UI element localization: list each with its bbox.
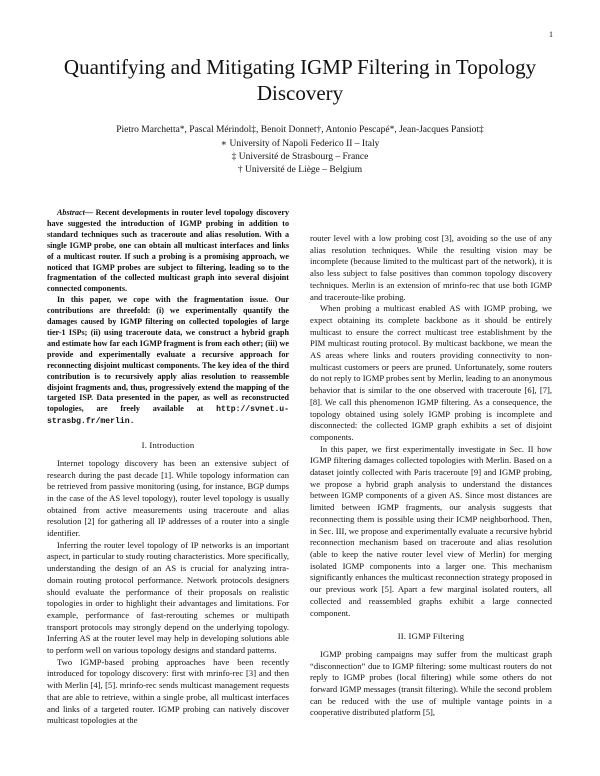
abstract-text-1: Recent developments in router level topology discovery have suggested the introduction of IGMP probing in addition to standard techniques such as traceroute and alias resolution. With a single IGMP probe, one can obtain all multicast interfaces and links of a multicast router. If such a probing is a promising approach, we noticed that IGMP probes are subject to filtering, leading so to the fragmentation of the collected multicast graph into several disjoint connected components. xyxy=(47,208,290,294)
abstract-text-2: In this paper, we cope with the fragmentation issue. Our contributions are threefold: (i) we experimentally quantify the damages caused by IGMP filtering on collected topologies of large tier-1 ISPs; (ii) using traceroute data, we construct a hybrid graph and estimate how far each IGMP fragment is from each other; (iii) we provide and experimentally evaluate a recursive approach for reconnecting disjoint multicast components. The key idea of the third contribution is to recursively apply alias resolution to reassemble disjoint fragments and, thus, progressively extend the mapping of the targeted ISP. Data presented in the paper, as well as reconstructed topologies, are freely available at xyxy=(47,295,289,414)
abstract xyxy=(47,208,289,428)
intro-paragraph-3: Two IGMP-based probing approaches have been recently introduced for topology discovery: first with mrinfo-rec [3] and then with Merlin [4], [5]. mrinfo-rec sends multicast management requests that are able to retrieve, within a single probe, all multicast interfaces and links of a targeted router. IGMP probing can natively discover multicast topologies at the xyxy=(47,656,289,726)
right-paragraph-2: In this paper, we first experimentally investigate in Sec. II how IGMP filtering damages collected topologies with Merlin. Based on a dataset jointly collected with Paris traceroute [9] and IGMP probing, we propose a hybrid graph analysis to understand the distances between IGMP components of a given AS. Since most distances are limited between IGMP fragments, our analysis suggests that reconnecting them is possible using their ICMP neighborhood. Then, in Sec. III, we propose and experimentally evaluate a recursive hybrid reconnection mechanism based on traceroute and alias resolution (able to keep the native router level view of Merlin) for merging isolated IGMP components into a larger one. This mechanism significantly enhances the multicast reconnection strategy proposed in our previous work [5]. Apart a few marginal isolated routers, all collected and reassembled graphs exhibit a large connected component. xyxy=(310,443,552,618)
right-column xyxy=(310,233,552,719)
abstract-paragraph-1 xyxy=(47,208,289,295)
page-number: 1 xyxy=(549,30,553,39)
section-heading-igmp-filtering: II. IGMP Filtering xyxy=(397,631,465,642)
data-url-link[interactable]: http://svnet.u-strasbg.fr/merlin. xyxy=(47,405,290,427)
author-list: Pietro Marchetta*, Pascal Mérindol‡, Benoit Donnet†, Antonio Pescapé*, Jean-Jacques Pansiot‡ xyxy=(116,125,484,135)
right-paragraph-3: IGMP probing campaigns may suffer from the multicast graph “disconnection” due to IGMP filtering: some multicast routers do not reply to IGMP probes (local filtering) while some others do not forward IGMP messages (transit filtering). While the second problem can be reduced with the use of multiple vantage points in a cooperative distributed platform [5], xyxy=(310,648,552,718)
section-heading-introduction: I. Introduction xyxy=(141,440,195,451)
abstract-paragraph-2 xyxy=(47,295,289,428)
paper-title: Quantifying and Mitigating IGMP Filtering in Topology Discovery xyxy=(63,55,537,105)
affiliation-napoli: ∗ University of Napoli Federico II – Italy xyxy=(220,139,380,149)
left-column xyxy=(47,208,289,727)
intro-paragraph-1: Internet topology discovery has been an extensive subject of research during the past decade [1]. While topology information can be retrieved from passive monitoring (using, for instance, BGP dumps in the case of the AS level topology), router level topology is usually obtained from active measurements using traceroute and alias resolution [2] for gathering all IP addresses of a router into a single identifier. xyxy=(47,457,289,539)
abstract-label: Abstract— xyxy=(57,208,93,217)
right-paragraph-0: router level with a low probing cost [3], avoiding so the use of any alias resolution techniques. While the resulting vision may be incomplete (because limited to the multicast part of the network), it is also less subject to false positives than common topology discovery techniques. Merlin is an extension of mrinfo-rec that use both IGMP and traceroute-like probing. xyxy=(310,233,552,302)
affiliation-strasbourg: ‡ Université de Strasbourg – France xyxy=(231,152,369,162)
affiliation-liege: † Université de Liège – Belgium xyxy=(237,165,363,175)
right-paragraph-1: When probing a multicast enabled AS with IGMP probing, we expect obtaining its complete backbone as it should be entirely multicast to ensure the correct multicast tree establishment by the PIM multicast routing protocol. By multicast backbone, we mean the AS areas where links and routers providing connectivity to non-multicast customers or peers are pruned. Unfortunately, some routers do not reply to IGMP probes sent by Merlin, leading to an anonymous behavior that is similar to the one observed with traceroute [6], [7], [8]. We call this phenomenon IGMP filtering. As a consequence, the topology obtained using solely IGMP probing is incomplete and disconnected: the collected IGMP graph exhibits a set of disjoint components. xyxy=(310,303,552,442)
intro-paragraph-2: Inferring the router level topology of IP networks is an important aspect, in particular to study routing characteristics. More specifically, understanding the design of an AS is crucial for analyzing intra-domain routing protocol performance. Network protocols designers should evaluate the performance of their proposals on realistic topologies in order to highlight their advantages and limitations. For example, performance of fast-rerouting schemes or multipath transport protocols may strongly depend on the underlying topology. Inferring AS at the router level may help in developing solutions able to perform well on various topology designs and standard patterns. xyxy=(47,539,289,656)
affiliations xyxy=(100,138,500,177)
